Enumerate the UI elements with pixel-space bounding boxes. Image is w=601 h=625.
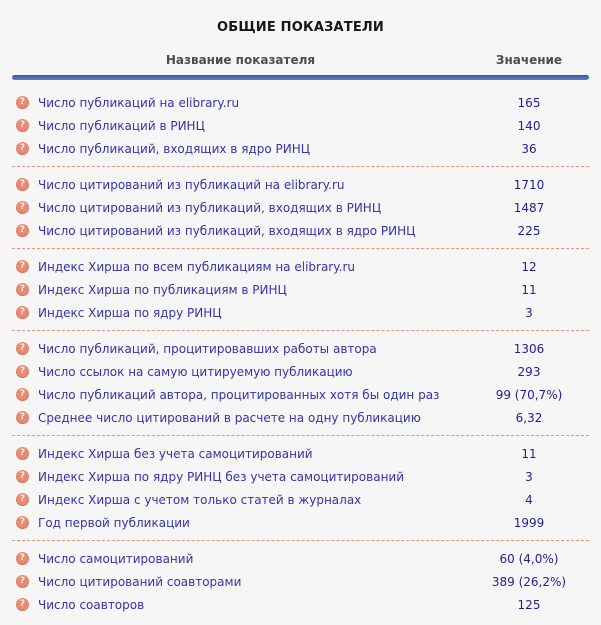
indicator-label: Индекс Хирша с учетом только статей в журналах <box>38 492 362 507</box>
indicator-label: Число публикаций в РИНЦ <box>38 118 205 133</box>
table-row <box>12 383 589 406</box>
indicator-value[interactable]: 225 <box>517 223 541 238</box>
indicator-label: Индекс Хирша по публикациям в РИНЦ <box>38 282 287 297</box>
table-row <box>12 547 589 570</box>
help-icon[interactable]: ? <box>16 342 29 355</box>
table-row <box>12 173 589 196</box>
indicator-value[interactable]: 3 <box>525 469 533 484</box>
indicator-label: Число цитирований соавторами <box>38 574 242 589</box>
metric-group <box>12 541 589 622</box>
indicator-label: Год первой публикации <box>38 515 190 530</box>
indicator-label: Среднее число цитирований в расчете на одну публикацию <box>38 410 421 425</box>
indicator-value[interactable]: 60 (4,0%) <box>499 551 559 566</box>
indicator-value[interactable]: 12 <box>521 259 537 274</box>
table-row <box>12 219 589 242</box>
help-icon[interactable]: ? <box>16 142 29 155</box>
indicator-label: Число самоцитирований <box>38 551 194 566</box>
table-row <box>12 511 589 534</box>
indicator-label: Число цитирований из публикаций на elibrary.ru <box>38 177 345 192</box>
help-icon[interactable]: ? <box>16 493 29 506</box>
table-row <box>12 406 589 429</box>
table-row <box>12 255 589 278</box>
table-row <box>12 360 589 383</box>
metrics-table <box>12 85 589 622</box>
metric-group <box>12 436 589 541</box>
indicator-value[interactable]: 1710 <box>513 177 545 192</box>
indicator-value[interactable]: 1999 <box>513 515 545 530</box>
metric-group <box>12 85 589 167</box>
table-row <box>12 278 589 301</box>
indicator-label: Индекс Хирша без учета самоцитирований <box>38 446 313 461</box>
indicator-label: Число публикаций автора, процитированных хотя бы один раз <box>38 387 440 402</box>
indicator-value[interactable]: 11 <box>521 446 537 461</box>
indicator-value[interactable]: 6,32 <box>515 410 543 425</box>
table-row <box>12 301 589 324</box>
indicator-value[interactable]: 4 <box>525 492 533 507</box>
help-icon[interactable]: ? <box>16 470 29 483</box>
table-header <box>12 51 589 67</box>
indicator-value[interactable]: 125 <box>517 597 541 612</box>
help-icon[interactable]: ? <box>16 411 29 424</box>
indicator-label: Число соавторов <box>38 597 145 612</box>
indicator-value[interactable]: 11 <box>521 282 537 297</box>
help-icon[interactable]: ? <box>16 575 29 588</box>
indicator-value[interactable]: 3 <box>525 305 533 320</box>
help-icon[interactable]: ? <box>16 178 29 191</box>
indicator-label: Число ссылок на самую цитируемую публикацию <box>38 364 353 379</box>
column-header-value: Значение <box>495 53 563 67</box>
help-icon[interactable]: ? <box>16 96 29 109</box>
metric-group <box>12 167 589 249</box>
page-title: ОБЩИЕ ПОКАЗАТЕЛИ <box>216 20 385 35</box>
header-divider-bar <box>12 75 589 80</box>
help-icon[interactable]: ? <box>16 365 29 378</box>
indicator-value[interactable]: 36 <box>521 141 537 156</box>
indicator-value[interactable]: 140 <box>517 118 541 133</box>
table-row <box>12 337 589 360</box>
indicator-value[interactable]: 293 <box>517 364 541 379</box>
indicator-label: Индекс Хирша по ядру РИНЦ без учета самоцитирований <box>38 469 405 484</box>
help-icon[interactable]: ? <box>16 388 29 401</box>
table-row <box>12 137 589 160</box>
help-icon[interactable]: ? <box>16 283 29 296</box>
help-icon[interactable]: ? <box>16 260 29 273</box>
indicator-label: Число цитирований из публикаций, входящих в РИНЦ <box>38 200 382 215</box>
indicator-value[interactable]: 1487 <box>513 200 545 215</box>
metric-group <box>12 331 589 436</box>
table-row <box>12 570 589 593</box>
indicator-value[interactable]: 165 <box>517 95 541 110</box>
help-icon[interactable]: ? <box>16 447 29 460</box>
help-icon[interactable]: ? <box>16 224 29 237</box>
indicator-value[interactable]: 389 (26,2%) <box>491 574 567 589</box>
help-icon[interactable]: ? <box>16 552 29 565</box>
table-row <box>12 196 589 219</box>
indicator-label: Число цитирований из публикаций, входящих в ядро РИНЦ <box>38 223 416 238</box>
help-icon[interactable]: ? <box>16 119 29 132</box>
help-icon[interactable]: ? <box>16 201 29 214</box>
indicator-value[interactable]: 1306 <box>513 341 545 356</box>
indicator-label: Число публикаций на elibrary.ru <box>38 95 240 110</box>
help-icon[interactable]: ? <box>16 598 29 611</box>
metric-group <box>12 249 589 331</box>
indicator-label: Индекс Хирша по ядру РИНЦ <box>38 305 222 320</box>
table-row <box>12 442 589 465</box>
column-header-indicator-name: Название показателя <box>165 53 316 67</box>
table-row <box>12 465 589 488</box>
table-row <box>12 593 589 616</box>
indicator-label: Число публикаций, процитировавших работы автора <box>38 341 377 356</box>
help-icon[interactable]: ? <box>16 516 29 529</box>
indicator-label: Число публикаций, входящих в ядро РИНЦ <box>38 141 311 156</box>
table-row <box>12 488 589 511</box>
table-row <box>12 114 589 137</box>
indicator-label: Индекс Хирша по всем публикациям на elibrary.ru <box>38 259 355 274</box>
help-icon[interactable]: ? <box>16 306 29 319</box>
indicator-value[interactable]: 99 (70,7%) <box>495 387 563 402</box>
table-row <box>12 91 589 114</box>
